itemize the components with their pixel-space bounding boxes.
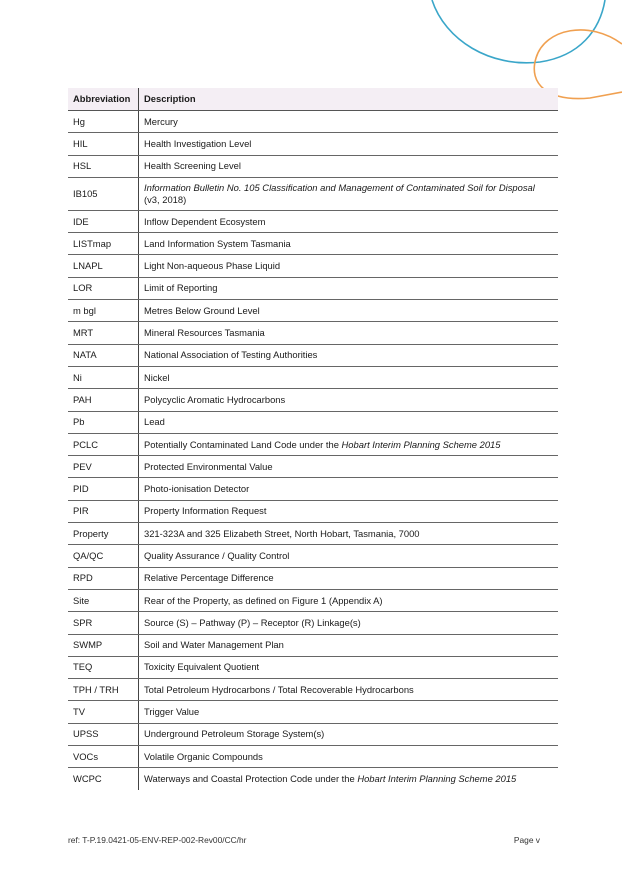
description-text: Volatile Organic Compounds — [144, 750, 263, 762]
abbreviation-cell: MRT — [68, 322, 139, 344]
description-cell — [139, 111, 559, 133]
description-cell — [139, 701, 559, 723]
table-row — [68, 612, 558, 634]
table-row — [68, 567, 558, 589]
description-cell — [139, 233, 559, 255]
description-cell — [139, 366, 559, 388]
description-text: Total Petroleum Hydrocarbons / Total Recoverable Hydrocarbons — [144, 683, 414, 695]
description-text: Land Information System Tasmania — [144, 237, 291, 249]
description-text: Source (S) – Pathway (P) – Receptor (R) Linkage(s) — [144, 616, 361, 628]
table-body — [68, 111, 558, 790]
description-text: Property Information Request — [144, 505, 267, 517]
description-cell — [139, 634, 559, 656]
table-row — [68, 768, 558, 790]
abbreviation-cell: PEV — [68, 456, 139, 478]
table-row — [68, 456, 558, 478]
description-cell — [139, 411, 559, 433]
description-cell — [139, 389, 559, 411]
table-header-row — [68, 88, 558, 111]
description-text: Mineral Resources Tasmania — [144, 327, 265, 339]
description-text: National Association of Testing Authorities — [144, 349, 318, 361]
description-text: Light Non-aqueous Phase Liquid — [144, 260, 281, 272]
description-cell — [139, 656, 559, 678]
table-row — [68, 233, 558, 255]
description-text: Health Investigation Level — [144, 137, 252, 149]
table-row — [68, 300, 558, 322]
blue-arc — [432, 0, 605, 63]
description-text: Toxicity Equivalent Quotient — [144, 661, 260, 673]
description-cell — [139, 322, 559, 344]
abbreviation-cell: SPR — [68, 612, 139, 634]
description-text: Trigger Value — [144, 706, 200, 718]
table-row — [68, 366, 558, 388]
table-row — [68, 133, 558, 155]
table-row — [68, 723, 558, 745]
table-row — [68, 589, 558, 611]
description-text: Protected Environmental Value — [144, 460, 273, 472]
description-cell — [139, 567, 559, 589]
description-text: Relative Percentage Difference — [144, 572, 274, 584]
description-trailing-text: (v3, 2018) — [144, 193, 187, 205]
description-cell — [139, 768, 559, 790]
description-text: Health Screening Level — [144, 160, 241, 172]
column-header-description: Description — [139, 88, 559, 111]
abbreviation-cell: Hg — [68, 111, 139, 133]
abbreviation-cell: HSL — [68, 155, 139, 177]
abbreviation-cell: Site — [68, 589, 139, 611]
description-text: Waterways and Coastal Protection Code under the — [144, 772, 358, 784]
description-cell — [139, 300, 559, 322]
table-row — [68, 545, 558, 567]
table-row — [68, 433, 558, 455]
description-text: Mercury — [144, 115, 178, 127]
abbreviation-cell: LNAPL — [68, 255, 139, 277]
abbreviation-cell: NATA — [68, 344, 139, 366]
description-cell — [139, 723, 559, 745]
abbreviation-cell: HIL — [68, 133, 139, 155]
description-cell — [139, 210, 559, 232]
description-cell — [139, 344, 559, 366]
abbreviation-cell: LOR — [68, 277, 139, 299]
description-italic-text: Information Bulletin No. 105 Classification and Management of Contaminated Soil for Disposal — [144, 181, 535, 193]
description-cell — [139, 155, 559, 177]
abbreviation-cell: m bgl — [68, 300, 139, 322]
description-text: 321-323A and 325 Elizabeth Street, North Hobart, Tasmania, 7000 — [144, 527, 420, 539]
abbreviation-cell: Ni — [68, 366, 139, 388]
abbreviation-cell: PIR — [68, 500, 139, 522]
abbreviation-cell: Pb — [68, 411, 139, 433]
abbreviation-cell: TPH / TRH — [68, 679, 139, 701]
abbreviation-cell: WCPC — [68, 768, 139, 790]
abbreviation-cell: UPSS — [68, 723, 139, 745]
abbreviation-cell: PID — [68, 478, 139, 500]
abbreviation-cell: SWMP — [68, 634, 139, 656]
description-text: Rear of the Property, as defined on Figure 1 (Appendix A) — [144, 594, 383, 606]
abbreviation-cell: TEQ — [68, 656, 139, 678]
description-cell — [139, 612, 559, 634]
abbreviation-cell: TV — [68, 701, 139, 723]
table-row — [68, 155, 558, 177]
description-cell — [139, 500, 559, 522]
table-row — [68, 344, 558, 366]
description-cell — [139, 177, 559, 210]
description-cell — [139, 433, 559, 455]
table-row — [68, 500, 558, 522]
abbreviation-cell: IDE — [68, 210, 139, 232]
abbreviations-table — [68, 88, 558, 790]
description-cell — [139, 456, 559, 478]
table-row — [68, 322, 558, 344]
description-cell — [139, 255, 559, 277]
description-text: Quality Assurance / Quality Control — [144, 549, 290, 561]
description-cell — [139, 589, 559, 611]
description-text: Soil and Water Management Plan — [144, 639, 284, 651]
description-text: Photo-ionisation Detector — [144, 483, 250, 495]
description-cell — [139, 478, 559, 500]
abbreviation-cell: RPD — [68, 567, 139, 589]
abbreviation-cell: Property — [68, 523, 139, 545]
table-row — [68, 389, 558, 411]
abbreviation-cell: QA/QC — [68, 545, 139, 567]
description-italic-text: Hobart Interim Planning Scheme 2015 — [357, 772, 517, 784]
abbreviation-cell: PCLC — [68, 433, 139, 455]
document-reference: ref: T-P.19.0421-05-ENV-REP-002-Rev00/CC/hr — [68, 835, 247, 845]
table-row — [68, 177, 558, 210]
description-cell — [139, 277, 559, 299]
table-row — [68, 656, 558, 678]
abbreviation-cell: PAH — [68, 389, 139, 411]
description-cell — [139, 545, 559, 567]
abbreviation-cell: VOCs — [68, 746, 139, 768]
description-text: Lead — [144, 416, 165, 428]
description-text: Potentially Contaminated Land Code under the — [144, 438, 342, 450]
description-text: Underground Petroleum Storage System(s) — [144, 728, 325, 740]
abbreviation-cell: LISTmap — [68, 233, 139, 255]
description-text: Limit of Reporting — [144, 282, 218, 294]
table-row — [68, 255, 558, 277]
table-row — [68, 478, 558, 500]
table-row — [68, 210, 558, 232]
description-text: Inflow Dependent Ecosystem — [144, 215, 266, 227]
table-row — [68, 746, 558, 768]
page-number: Page v — [513, 835, 540, 845]
column-header-abbreviation: Abbreviation — [68, 88, 139, 111]
description-cell — [139, 133, 559, 155]
abbreviation-cell: IB105 — [68, 177, 139, 210]
table-row — [68, 277, 558, 299]
description-text: Nickel — [144, 371, 170, 383]
table-row — [68, 111, 558, 133]
table-row — [68, 411, 558, 433]
table-row — [68, 701, 558, 723]
table-row — [68, 523, 558, 545]
table-row — [68, 634, 558, 656]
description-cell — [139, 679, 559, 701]
description-cell — [139, 523, 559, 545]
table-row — [68, 679, 558, 701]
description-text: Metres Below Ground Level — [144, 304, 260, 316]
description-text: Polycyclic Aromatic Hydrocarbons — [144, 393, 286, 405]
description-italic-text: Hobart Interim Planning Scheme 2015 — [341, 438, 501, 450]
description-cell — [139, 746, 559, 768]
